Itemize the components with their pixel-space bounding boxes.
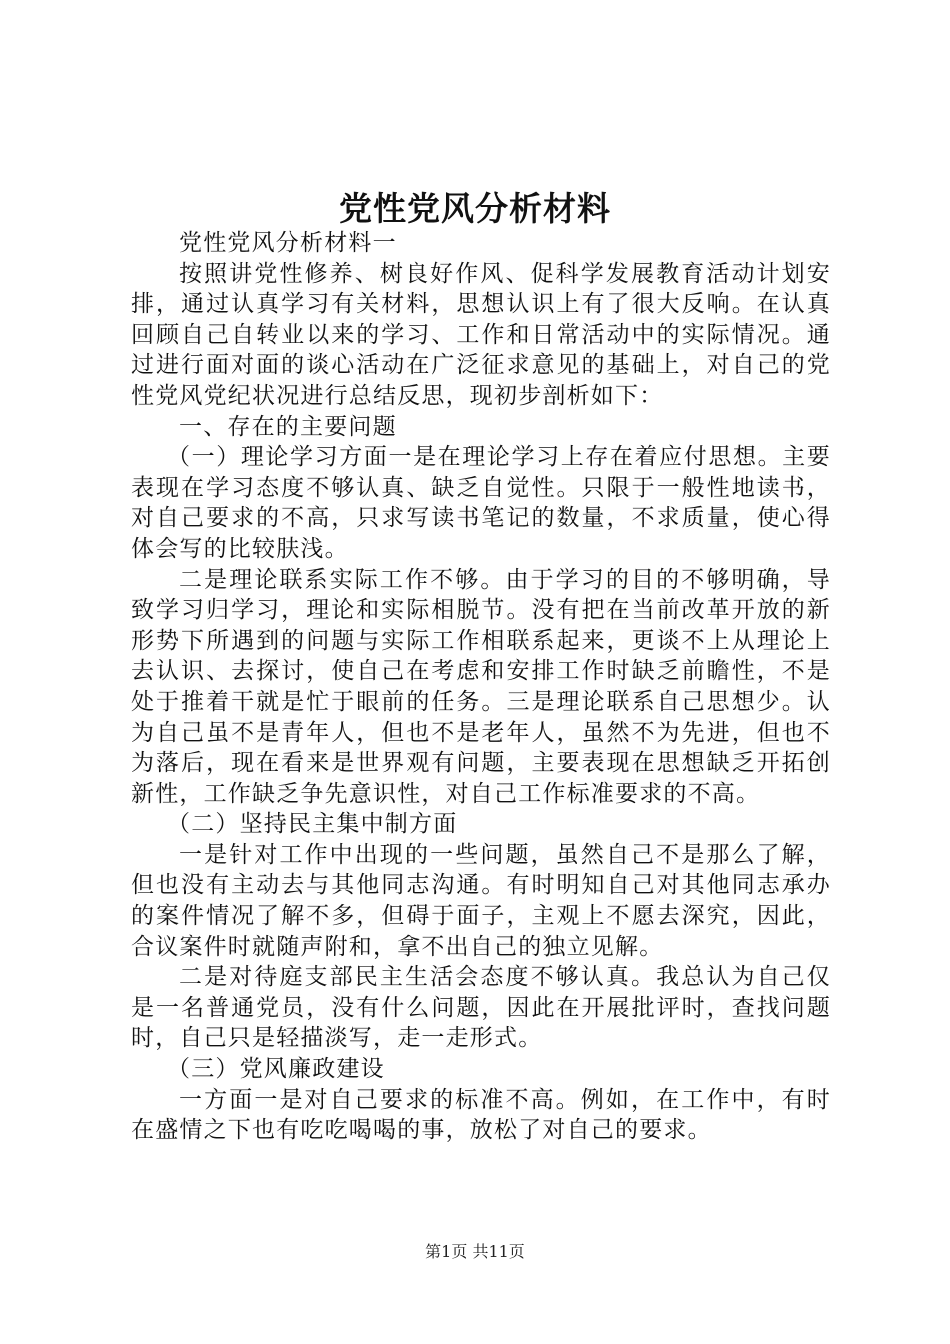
document-title: 党性党风分析材料 (339, 189, 611, 228)
section-heading: （二）坚持民主集中制方面 (167, 811, 458, 838)
paragraph: 二是理论联系实际工作不够。由于学习的目的不够明确，导致学习归学习，理论和实际相脱节。没有把在当前改革开放的新形势下所遇到的问题与实际工作相联系起来，更谈不上从理论上去认识、去探讨，使自己在考虑和安排工作时缺乏前瞻性，不是处于推着干就是忙于眼前的任务。三是理论联系自己思想少。认为自己虽不是青年人，但也不是老年人，虽然不为先进，但也不为落后，现在看来是世界观有问题，主要表现在思想缺乏开拓创新性，工作缺乏争先意识性，对自己工作标准要求的不高。 (131, 566, 831, 807)
document-body (131, 228, 831, 1146)
paragraph: 一方面一是对自己要求的标准不高。例如，在工作中，有时在盛情之下也有吃吃喝喝的事，放松了对自己的要求。 (131, 1086, 831, 1144)
section-heading: 一、存在的主要问题 (179, 413, 397, 440)
page-number-footer: 第1页 共11页 (425, 1242, 525, 1261)
section-heading: （三）党风廉政建设 (167, 1056, 385, 1083)
section-heading: 党性党风分析材料一 (179, 230, 397, 256)
paragraph: 一是针对工作中出现的一些问题，虽然自己不是那么了解，但也没有主动去与其他同志沟通。有时明知自己对其他同志承办的案件情况了解不多，但碍于面子，主观上不愿去深究，因此，合议案件时就随声附和，拿不出自己的独立见解。 (131, 841, 831, 960)
paragraph: 二是对待庭支部民主生活会态度不够认真。我总认为自己仅是一名普通党员，没有什么问题，因此在开展批评时，查找问题时，自己只是轻描淡写，走一走形式。 (131, 964, 831, 1052)
paragraph: （一）理论学习方面一是在理论学习上存在着应付思想。主要表现在学习态度不够认真、缺乏自觉性。只限于一般性地读书，对自己要求的不高，只求写读书笔记的数量，不求质量，使心得体会写的比较肤浅。 (131, 444, 831, 562)
paragraph: 按照讲党性修养、树良好作风、促科学发展教育活动计划安排，通过认真学习有关材料，思想认识上有了很大反响。在认真回顾自己自转业以来的学习、工作和日常活动中的实际情况。通过进行面对面的谈心活动在广泛征求意见的基础上，对自己的党性党风党纪状况进行总结反思，现初步剖析如下： (131, 260, 831, 409)
